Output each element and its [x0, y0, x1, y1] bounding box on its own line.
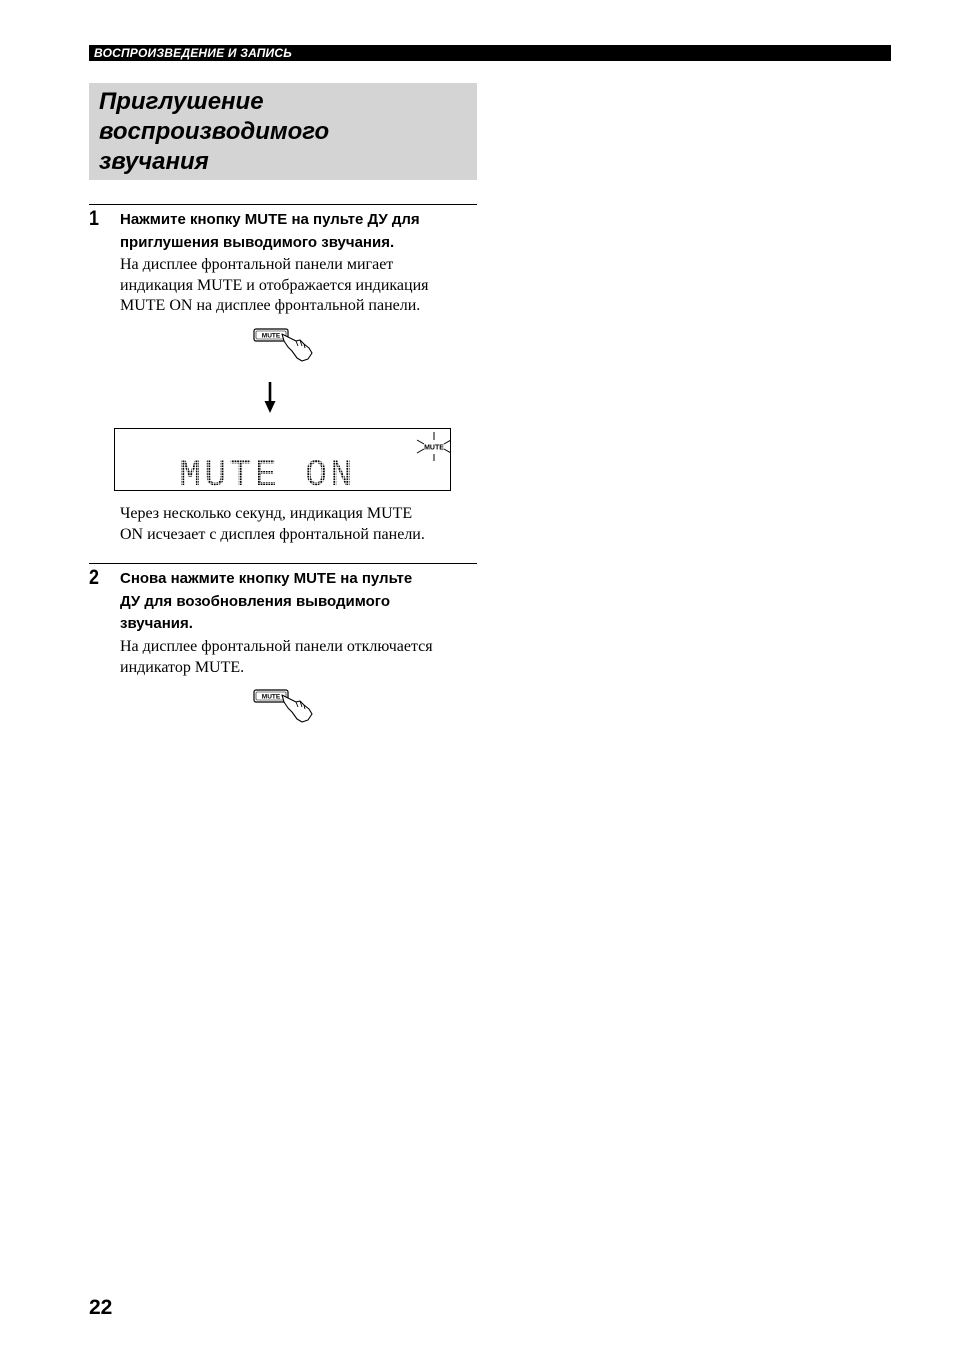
- step2-body: [120, 637, 480, 678]
- step1-body-line-3: MUTE ON на дисплее фронтальной панели.: [120, 297, 421, 314]
- step1-body: [120, 255, 480, 317]
- display-text-graphic: [179, 455, 355, 490]
- step2-body-line-1: На дисплее фронтальной панели отключается: [120, 638, 433, 655]
- step2-title-line-3: звучания.: [120, 615, 193, 632]
- step1-number: 1: [89, 207, 99, 230]
- down-arrow-icon: [264, 382, 276, 414]
- mute-button-label: MUTE: [261, 693, 281, 701]
- front-panel-display-screen: [115, 429, 450, 490]
- step1-title-line-2: приглушения выводимого звучания.: [120, 233, 395, 251]
- step2-title-line-1: Снова нажмите кнопку MUTE на пульте: [120, 570, 413, 587]
- step1-mute-button-illustration: [252, 327, 316, 363]
- section-header-bar: [89, 45, 891, 61]
- step1-rule: [89, 204, 477, 205]
- step1-after-text: [120, 504, 480, 545]
- step1-body-line-2: индикация MUTE и отображается индикация: [120, 276, 429, 294]
- pointing-hand-icon: [282, 334, 312, 361]
- page-number: 22: [89, 1296, 113, 1319]
- page-title-box: [89, 83, 477, 180]
- step2-mute-button-illustration: [252, 688, 316, 724]
- step2-number: 2: [89, 566, 99, 589]
- mute-indicator-icon: [417, 432, 450, 461]
- pointing-hand-icon: [282, 695, 312, 722]
- step2-rule: [89, 563, 477, 564]
- step2-body-line-2: индикатор MUTE.: [120, 658, 245, 676]
- page-title-line-2: воспроизводимого: [99, 118, 330, 145]
- mute-indicator-label: MUTE: [424, 444, 444, 452]
- mute-button-label: MUTE: [261, 332, 281, 340]
- step1-title-line-1: Нажмите кнопку MUTE на пульте ДУ для: [120, 211, 420, 228]
- page-title-line-1: Приглушение: [99, 88, 264, 115]
- step1-after-line-1: Через несколько секунд, индикация MUTE: [120, 505, 413, 522]
- page-title-line-3: звучания: [99, 148, 209, 175]
- step2-title: [120, 568, 480, 636]
- front-panel-display: [114, 428, 451, 491]
- step2-title-line-2: ДУ для возобновления выводимого: [120, 592, 390, 610]
- section-header-text: ВОСПРОИЗВЕДЕНИЕ И ЗАПИСЬ: [94, 46, 292, 60]
- step1-after-line-2: ON исчезает с дисплея фронтальной панели.: [120, 525, 425, 543]
- display-text: MUTE ON: [179, 455, 356, 490]
- step1-title: [120, 209, 480, 254]
- page-title: [99, 87, 329, 177]
- step1-body-line-1: На дисплее фронтальной панели мигает: [120, 256, 394, 273]
